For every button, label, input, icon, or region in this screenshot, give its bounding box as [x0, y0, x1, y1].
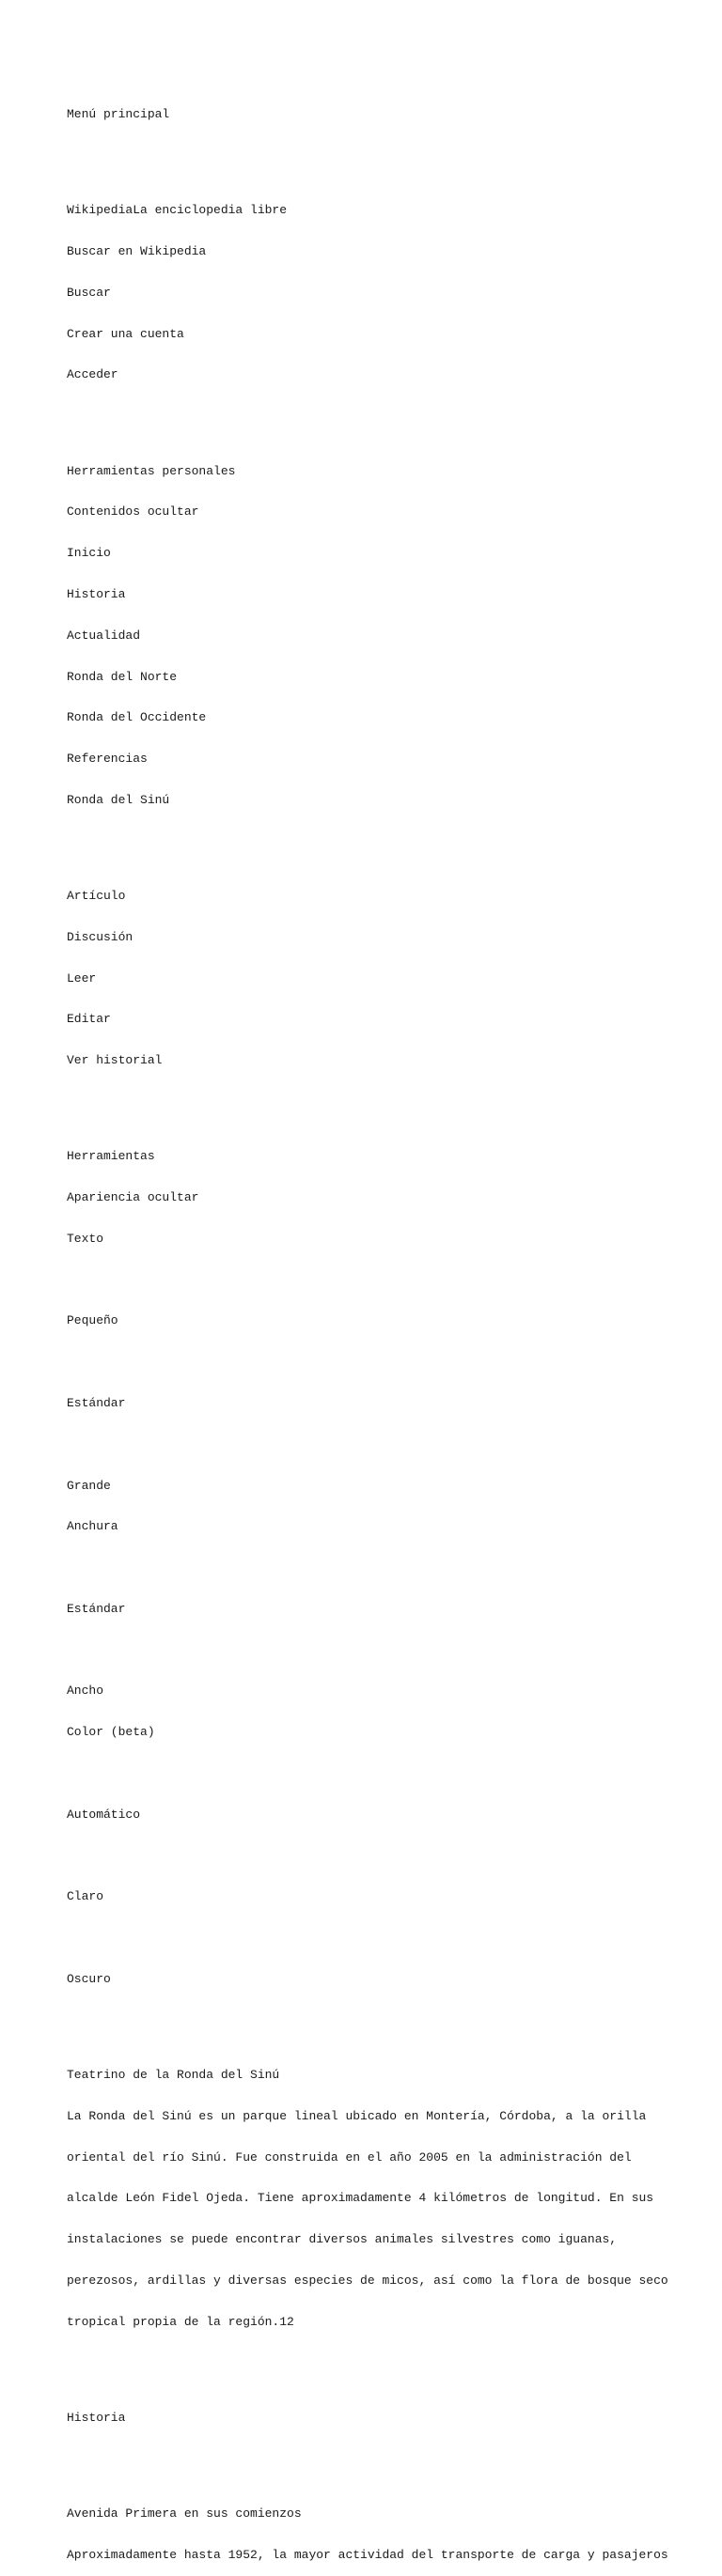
spacer [67, 149, 687, 163]
page-title: Ronda del Sinú [67, 792, 170, 807]
tab-history[interactable]: Ver historial [67, 1053, 163, 1068]
appearance-hide-toggle[interactable]: Apariencia ocultar [67, 1190, 199, 1205]
tab-talk[interactable]: Discusión [67, 929, 133, 944]
spacer [67, 1561, 687, 1575]
intro-line: alcalde León Fidel Ojeda. Tiene aproximadamente 4 kilómetros de longitud. En sus [67, 2191, 654, 2206]
login-link[interactable]: Acceder [67, 367, 118, 382]
create-account-link[interactable]: Crear una cuenta [67, 326, 184, 341]
spacer [67, 2357, 687, 2371]
tab-edit[interactable]: Editar [67, 1012, 111, 1027]
intro-line: La Ronda del Sinú es un parque lineal ubicado en Montería, Córdoba, a la orilla [67, 2108, 647, 2123]
intro-line: oriental del río Sinú. Fue construida en el año 2005 en la administración del [67, 2149, 632, 2165]
color-auto-option[interactable]: Automático [67, 1807, 141, 1822]
intro-line: tropical propia de la región.12 [67, 2314, 294, 2329]
color-light-option[interactable]: Claro [67, 1889, 104, 1904]
history-heading: Historia [67, 2410, 126, 2425]
intro-line: perezosos, ardillas y diversas especies de micos, así como la flora de bosque seco [67, 2273, 668, 2288]
toc-item-ronda-del-norte[interactable]: Ronda del Norte [67, 669, 178, 684]
tab-read[interactable]: Leer [67, 970, 97, 985]
width-label: Anchura [67, 1519, 118, 1534]
spacer [67, 2453, 687, 2467]
spacer [67, 1274, 687, 1288]
spacer [67, 2014, 687, 2028]
main-menu-link[interactable]: Menú principal [67, 107, 170, 122]
width-standard-option[interactable]: Estándar [67, 1601, 126, 1616]
wikipedia-logo-link[interactable]: WikipediaLa enciclopedia libre [67, 203, 288, 218]
spacer [67, 1644, 687, 1658]
toc-item-ronda-del-occidente[interactable]: Ronda del Occidente [67, 710, 207, 725]
toc-item-referencias[interactable]: Referencias [67, 752, 148, 767]
spacer [67, 1932, 687, 1946]
page-text [67, 81, 687, 2576]
spacer [67, 1356, 687, 1370]
text-size-large-option[interactable]: Grande [67, 1478, 111, 1493]
contents-hide-toggle[interactable]: Contenidos ocultar [67, 504, 199, 520]
width-wide-option[interactable]: Ancho [67, 1684, 104, 1699]
toc-item-inicio[interactable]: Inicio [67, 546, 111, 561]
tab-article[interactable]: Artículo [67, 889, 126, 904]
spacer [67, 835, 687, 849]
color-dark-option[interactable]: Oscuro [67, 1971, 111, 1986]
intro-line: instalaciones se puede encontrar diversos animales silvestres como iguanas, [67, 2232, 618, 2247]
toc-item-actualidad[interactable]: Actualidad [67, 628, 141, 643]
spacer [67, 410, 687, 424]
color-label: Color (beta) [67, 1725, 155, 1740]
spacer [67, 1438, 687, 1452]
personal-tools-menu[interactable]: Herramientas personales [67, 463, 236, 478]
image-caption: Teatrino de la Ronda del Sinú [67, 2068, 280, 2083]
text-size-label: Texto [67, 1231, 104, 1246]
search-input[interactable]: Buscar en Wikipedia [67, 244, 207, 259]
history-paragraph-line: Aproximadamente hasta 1952, la mayor actividad del transporte de carga y pasajeros [67, 2547, 668, 2562]
spacer [67, 1850, 687, 1864]
spacer [67, 1095, 687, 1110]
spacer [67, 1767, 687, 1781]
tools-menu[interactable]: Herramientas [67, 1149, 155, 1164]
text-size-standard-option[interactable]: Estándar [67, 1396, 126, 1410]
toc-item-historia[interactable]: Historia [67, 586, 126, 601]
search-button[interactable]: Buscar [67, 285, 111, 300]
text-size-small-option[interactable]: Pequeño [67, 1313, 118, 1328]
history-image-caption: Avenida Primera en sus comienzos [67, 2506, 302, 2522]
